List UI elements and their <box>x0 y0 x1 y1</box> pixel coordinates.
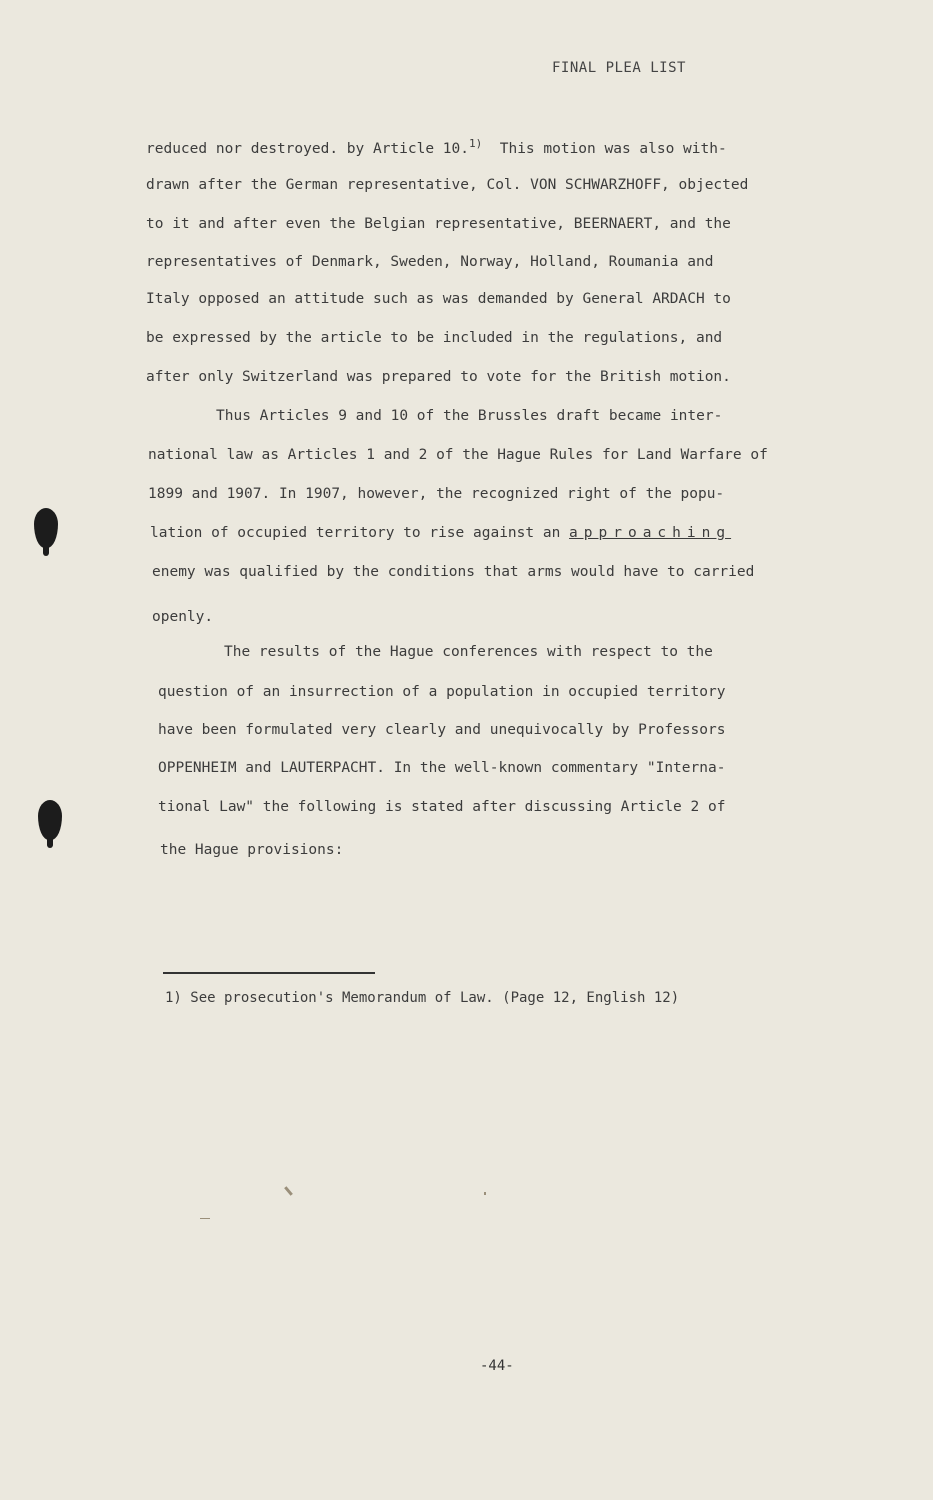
paper-speck <box>284 1186 293 1196</box>
emphasized-word: approaching <box>569 525 732 541</box>
body-line-19: the Hague provisions: <box>160 842 344 858</box>
body-line-11-text: lation of occupied territory to rise against an <box>150 525 561 541</box>
body-line-17: OPPENHEIM and LAUTERPACHT. In the well-known commentary "Interna- <box>158 760 726 776</box>
body-line-13: openly. <box>152 609 214 625</box>
body-line-8: Thus Articles 9 and 10 of the Brussles draft became inter- <box>216 408 723 424</box>
paper-speck <box>200 1218 210 1219</box>
body-line-4: representatives of Denmark, Sweden, Norway, Holland, Roumania and <box>146 254 714 270</box>
body-line-2: drawn after the German representative, Col. VON SCHWARZHOFF, objected <box>146 177 749 193</box>
punch-hole-bottom <box>38 800 62 840</box>
body-line-1-tail: This motion was also with- <box>499 140 727 157</box>
body-line-1 <box>146 137 727 157</box>
body-line-15: question of an insurrection of a population in occupied territory <box>158 684 726 700</box>
page-number: -44- <box>480 1358 514 1374</box>
footnote-rule <box>163 972 375 974</box>
body-line-10: 1899 and 1907. In 1907, however, the recognized right of the popu- <box>148 486 725 502</box>
body-line-14: The results of the Hague conferences with respect to the <box>224 644 713 660</box>
paper-speck <box>484 1192 486 1195</box>
punch-hole-top <box>34 508 58 548</box>
body-line-9: national law as Articles 1 and 2 of the Hague Rules for Land Warfare of <box>148 447 768 463</box>
page-header: FINAL PLEA LIST <box>552 60 686 76</box>
body-line-6: be expressed by the article to be included in the regulations, and <box>146 330 723 346</box>
body-line-1-text: reduced nor destroyed. by Article 10. <box>146 140 470 157</box>
body-line-11 <box>150 525 731 541</box>
body-line-5: Italy opposed an attitude such as was demanded by General ARDACH to <box>146 291 731 307</box>
body-line-7: after only Switzerland was prepared to vote for the British motion. <box>146 369 731 385</box>
body-line-16: have been formulated very clearly and unequivocally by Professors <box>158 722 726 738</box>
body-line-3: to it and after even the Belgian representative, BEERNAERT, and the <box>146 216 731 232</box>
body-line-12: enemy was qualified by the conditions that arms would have to carried <box>152 564 755 580</box>
body-line-18: tional Law" the following is stated after discussing Article 2 of <box>158 799 726 815</box>
footnote-ref: 1) <box>469 137 483 150</box>
footnote: 1) See prosecution's Memorandum of Law. (Page 12, English 12) <box>165 990 680 1006</box>
